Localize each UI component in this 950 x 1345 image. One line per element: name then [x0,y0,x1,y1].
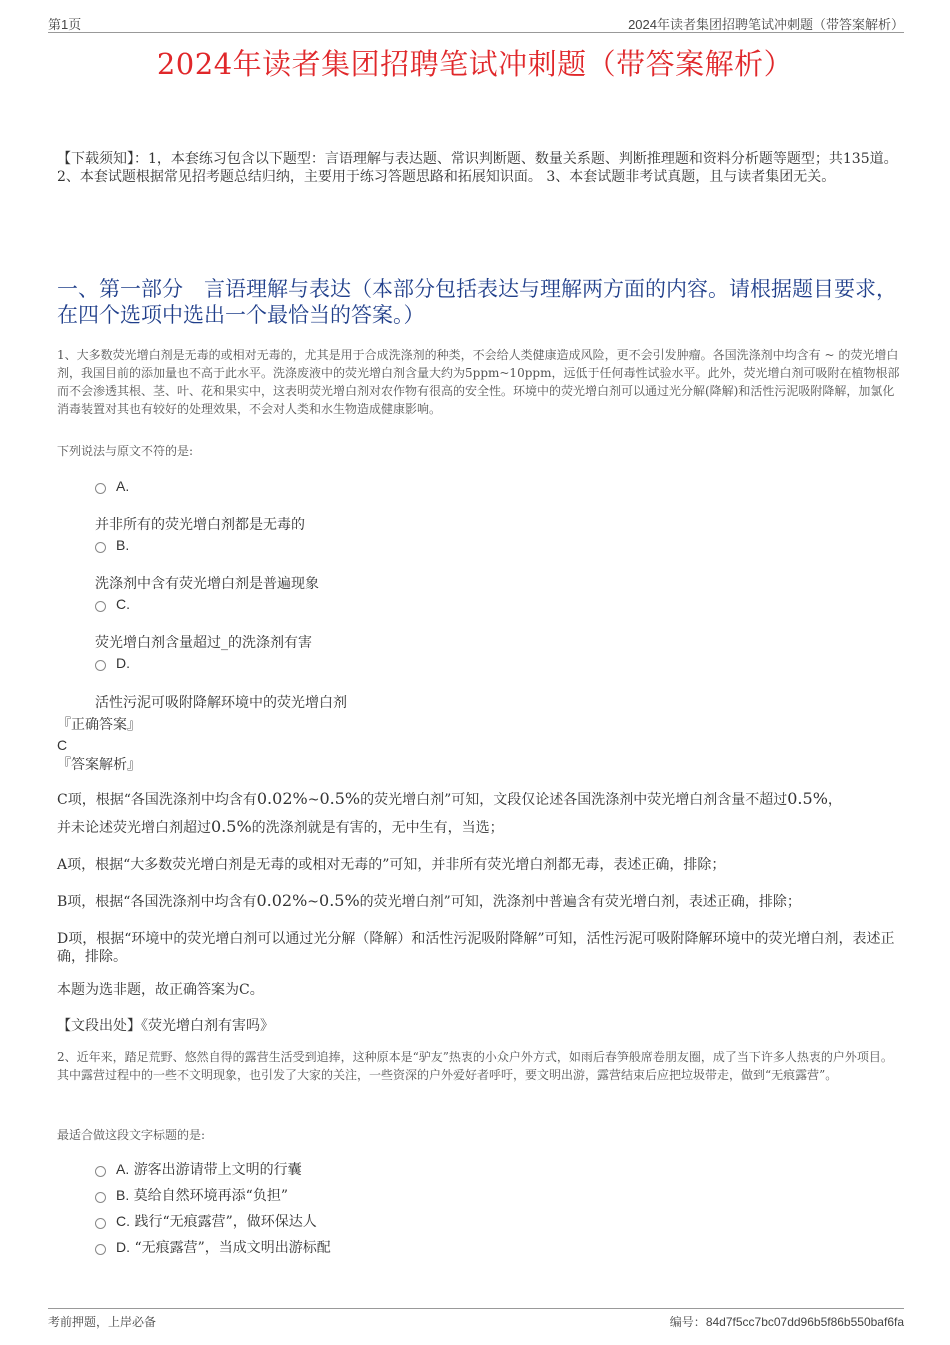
q2-option-b[interactable] [95,1185,288,1205]
conclusion: 本题为选非题，故正确答案为C。 [57,982,264,998]
option-text: “无痕露营”，当成文明出游标配 [134,1240,331,1256]
radio-icon[interactable] [95,1192,106,1203]
option-letter: A. [116,1161,130,1177]
page-title: 2024年读者集团招聘笔试冲刺题（带答案解析） [156,47,794,81]
radio-icon[interactable] [95,1166,106,1177]
analysis-a: A项，根据“大多数荧光增白剂是无毒的或相对无毒的”可知，并非所有荧光增白剂都无毒，表述正确，排除； [57,857,726,873]
q2-passage: 2、近年来，踏足荒野、悠然自得的露营生活受到追捧，这种原本是“驴友”热衷的小众户外方式，如雨后春笋般席卷朋友圈，成了当下许多人热衷的户外项目。其中露营过程中的一些不文明现象，也引发了大家的关注，一些资深的户外爱好者呼吁，要文明出游，露营结束后应把垃圾带走，做到“无痕露营”。 [57,1050,893,1082]
q1-option-d[interactable] [95,655,130,671]
q1-option-a-text: 并非所有的荧光增白剂都是无毒的 [95,517,305,533]
page-number: 第1页 [48,17,82,32]
footer-rule [48,1308,904,1309]
radio-icon[interactable] [95,660,106,671]
option-letter: D. [116,655,130,671]
radio-icon[interactable] [95,1218,106,1229]
q2-option-a[interactable] [95,1159,302,1179]
analysis-label: 『答案解析』 [57,757,141,773]
analysis-c-line1: C项，根据“各国洗涤剂中均含有0.02%~0.5%的荧光增白剂”可知，文段仅论述各国洗涤剂中荧光增白剂含量不超过0.5%， [57,789,842,808]
source: 【文段出处】《荧光增白剂有害吗》 [57,1018,274,1034]
q1-option-c-text: 荧光增白剂含量超过_的洗涤剂有害 [95,635,312,651]
running-title: 2024年读者集团招聘笔试冲刺题（带答案解析） [628,17,904,32]
option-letter: C. [116,1213,130,1229]
q1-passage: 1、大多数荧光增白剂是无毒的或相对无毒的，尤其是用于合成洗涤剂的种类，不会给人类健康造成风险，更不会引发肿瘤。各国洗涤剂中均含有 ~ 的荧光增白剂，我国目前的添加量也不高于此水平。洗涤废液中的荧光增白剂含量大约为5ppm~10ppm，远低于任何毒性试验水平。此外，荧光增白剂可吸附在植物根部而不会渗透其根、茎、叶、花和果实中，这表明荧光增白剂对农作物有很高的安全性。环境中的荧光增白剂可以通过光分解(降解)和活性污泥吸附降解，加氯化消毒装置对其也有较好的处理效果，不会对人类和水生物造成健康影响。 [57,348,900,416]
option-text: 践行“无痕露营”，做环保达人 [134,1214,317,1230]
option-text: 游客出游请带上文明的行囊 [133,1162,302,1178]
header-rule [48,32,904,33]
analysis-b: B项，根据“各国洗涤剂中均含有0.02%~0.5%的荧光增白剂”可知，洗涤剂中普遍含有荧光增白剂，表述正确，排除； [57,891,801,910]
radio-icon[interactable] [95,1244,106,1255]
q1-prompt: 下列说法与原文不符的是: [57,444,194,458]
q1-option-a[interactable] [95,478,129,494]
option-letter: C. [116,596,130,612]
correct-answer-value: C [57,737,68,753]
download-notice: 【下载须知】：1，本套练习包含以下题型：言语理解与表达题、常识判断题、数量关系题、判断推理题和资料分析题等题型；共135道。 2、本套试题根据常见招考题总结归纳，主要用于练习答题思路和拓展知识面。 3、本套试题非考试真题，且与读者集团无关。 [57,151,898,185]
option-letter: D. [116,1239,130,1255]
q1-option-d-text: 活性污泥可吸附降解环境中的荧光增白剂 [95,695,347,711]
option-letter: B. [116,1187,130,1203]
option-letter: B. [116,537,130,553]
footer-slogan: 考前押题，上岸必备 [48,1315,157,1329]
option-text: 莫给自然环境再添“负担” [133,1188,289,1204]
radio-icon[interactable] [95,483,106,494]
correct-answer-label: 『正确答案』 [57,717,141,733]
analysis-d: D项，根据“环境中的荧光增白剂可以通过光分解（降解）和活性污泥吸附降解”可知，活性污泥可吸附降解环境中的荧光增白剂，表述正确，排除。 [57,931,895,965]
radio-icon[interactable] [95,542,106,553]
radio-icon[interactable] [95,601,106,612]
analysis-c-line2: 并未论述荧光增白剂超过0.5%的洗涤剂就是有害的，无中生有，当选； [57,817,504,836]
section-heading: 一、第一部分 言语理解与表达（本部分包括表达与理解两方面的内容。请根据题目要求，在四个选项中选出一个最恰当的答案。） [57,277,897,327]
q2-option-d[interactable] [95,1237,331,1257]
q1-option-b[interactable] [95,537,129,553]
q2-prompt: 最适合做这段文字标题的是: [57,1128,206,1142]
q1-option-b-text: 洗涤剂中含有荧光增白剂是普遍现象 [95,576,319,592]
option-letter: A. [116,478,130,494]
q2-option-c[interactable] [95,1211,317,1231]
q1-option-c[interactable] [95,596,130,612]
document-code: 编号：84d7f5cc7bc07dd96b5f86b550baf6fa [669,1315,904,1329]
